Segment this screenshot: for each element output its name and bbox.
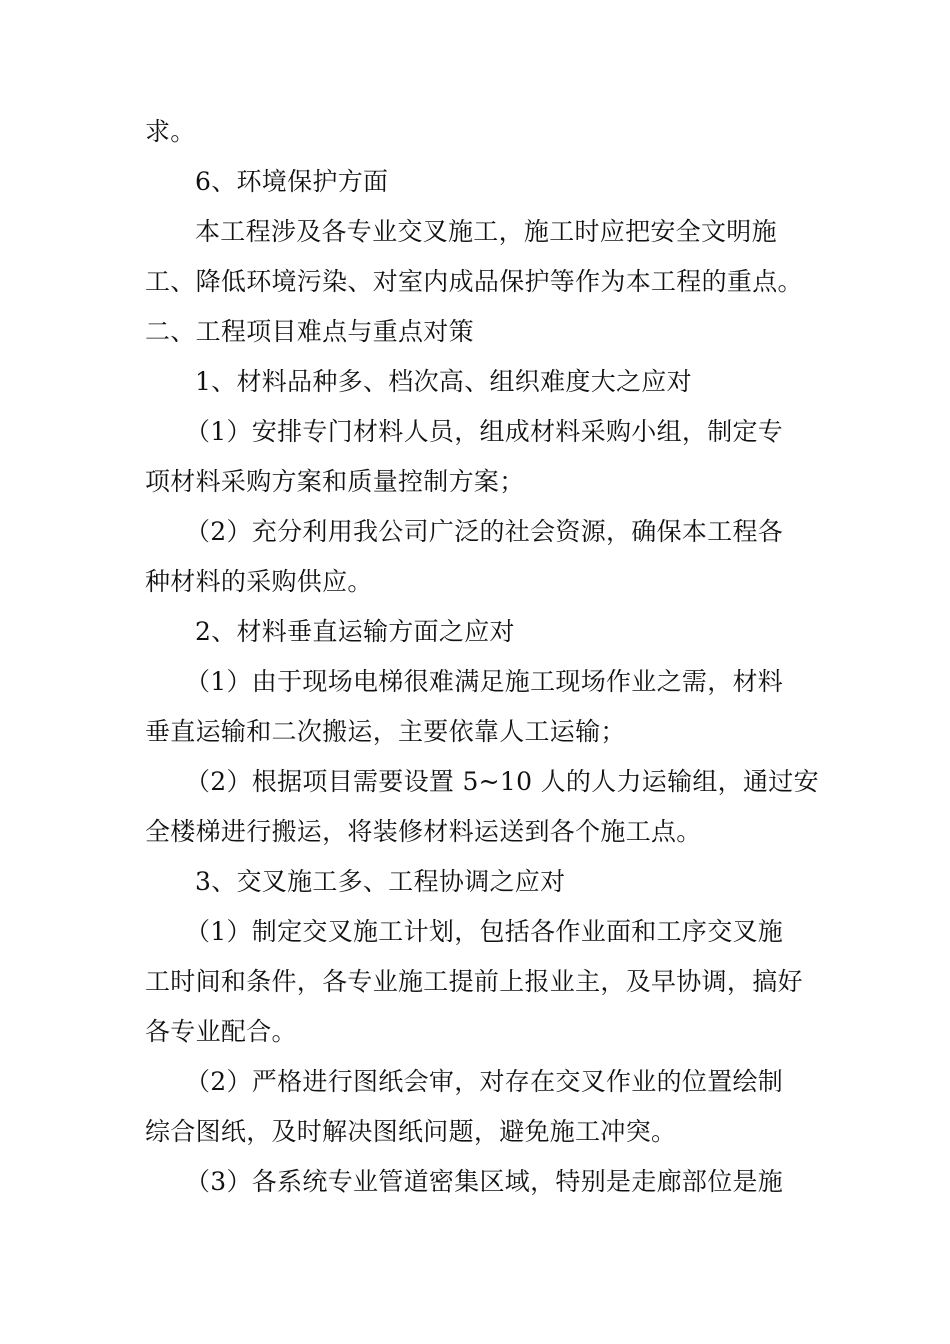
- paragraph-line: 本工程涉及各专业交叉施工，施工时应把安全文明施: [195, 217, 777, 246]
- paragraph-line: （1）制定交叉施工计划，包括各作业面和工序交叉施: [185, 917, 784, 946]
- paragraph-line: 种材料的采购供应。: [145, 567, 373, 596]
- paragraph-line: （2）充分利用我公司广泛的社会资源，确保本工程各: [185, 517, 784, 546]
- paragraph-line: 综合图纸，及时解决图纸问题，避免施工冲突。: [145, 1117, 677, 1146]
- paragraph-line: （2）根据项目需要设置 5~10 人的人力运输组，通过安: [185, 767, 819, 796]
- section-heading: 1、材料品种多、档次高、组织难度大之应对: [195, 367, 692, 396]
- chapter-heading: 二、工程项目难点与重点对策: [145, 317, 474, 346]
- text-line: 求。: [145, 117, 196, 146]
- paragraph-line: （1）安排专门材料人员，组成材料采购小组，制定专: [185, 417, 784, 446]
- section-heading: 6、环境保护方面: [195, 167, 389, 196]
- paragraph-line: 全楼梯进行搬运，将装修材料运送到各个施工点。: [145, 817, 702, 846]
- paragraph-line: （1）由于现场电梯很难满足施工现场作业之需，材料: [185, 667, 784, 696]
- paragraph-line: 工、降低环境污染、对室内成品保护等作为本工程的重点。: [145, 267, 803, 296]
- paragraph-line: 垂直运输和二次搬运，主要依靠人工运输；: [145, 717, 626, 746]
- paragraph-line: 各专业配合。: [145, 1017, 297, 1046]
- section-heading: 3、交叉施工多、工程协调之应对: [195, 867, 566, 896]
- paragraph-line: 项材料采购方案和质量控制方案；: [145, 467, 525, 496]
- paragraph-line: （3）各系统专业管道密集区域，特别是走廊部位是施: [185, 1167, 784, 1196]
- section-heading: 2、材料垂直运输方面之应对: [195, 617, 515, 646]
- paragraph-line: （2）严格进行图纸会审，对存在交叉作业的位置绘制: [185, 1067, 784, 1096]
- paragraph-line: 工时间和条件，各专业施工提前上报业主，及早协调，搞好: [145, 967, 803, 996]
